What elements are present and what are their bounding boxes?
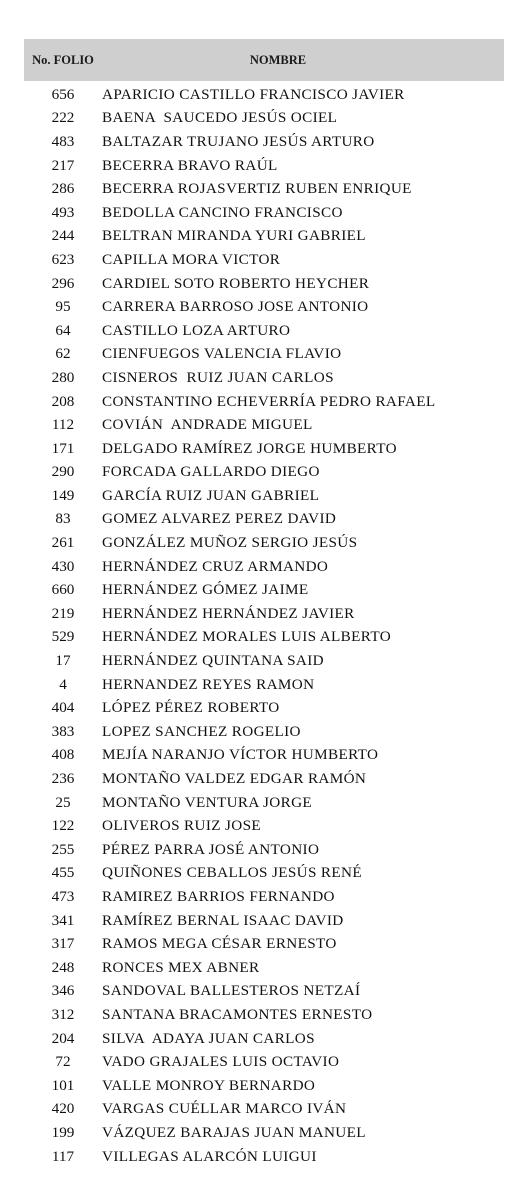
table-row: [24, 461, 504, 485]
folio-number: 656: [51, 85, 75, 103]
table-row: [24, 130, 504, 154]
table-row: [24, 508, 504, 532]
person-name: HERNÁNDEZ HERNÁNDEZ JAVIER: [102, 604, 355, 622]
person-name: DELGADO RAMÍREZ JORGE HUMBERTO: [102, 439, 397, 457]
folio-number: 72: [55, 1053, 71, 1071]
folio-number: 261: [51, 534, 75, 552]
person-name: HERNANDEZ REYES RAMON: [102, 675, 315, 693]
person-name: BECERRA BRAVO RAÚL: [102, 156, 278, 174]
folio-number: 473: [51, 887, 75, 905]
folio-number: 236: [51, 770, 75, 788]
folio-number: 222: [51, 109, 75, 127]
folio-number: 217: [51, 156, 75, 174]
person-name: GOMEZ ALVAREZ PEREZ DAVID: [102, 510, 337, 528]
person-name: HERNÁNDEZ GÓMEZ JAIME: [102, 581, 309, 599]
person-name: RAMÍREZ BERNAL ISAAC DAVID: [102, 911, 344, 929]
table-row: [24, 225, 504, 249]
person-name: RAMIREZ BARRIOS FERNANDO: [102, 887, 335, 905]
folio-number: 660: [51, 581, 75, 599]
table-header: [24, 39, 504, 81]
table-row: [24, 319, 504, 343]
folio-number: 430: [51, 557, 75, 575]
folio-number: 204: [51, 1029, 75, 1047]
person-name: BAENA SAUCEDO JESÚS OCIEL: [102, 109, 338, 127]
table-row: [24, 1098, 504, 1122]
table-row: [24, 1121, 504, 1145]
table-row: [24, 980, 504, 1004]
table-row: [24, 201, 504, 225]
person-name: SANDOVAL BALLESTEROS NETZAÍ: [102, 982, 361, 1000]
person-name: HERNÁNDEZ CRUZ ARMANDO: [102, 557, 329, 575]
table-row: [24, 413, 504, 437]
folio-number: 64: [55, 321, 71, 339]
person-name: SANTANA BRACAMONTES ERNESTO: [102, 1005, 373, 1023]
table-row: [24, 366, 504, 390]
table-row: [24, 1145, 504, 1169]
folio-number: 317: [51, 935, 75, 953]
table-row: [24, 272, 504, 296]
folio-table: [24, 39, 504, 1168]
folio-number: 623: [51, 250, 75, 268]
person-name: MONTAÑO VALDEZ EDGAR RAMÓN: [102, 770, 367, 788]
person-name: BALTAZAR TRUJANO JESÚS ARTURO: [102, 132, 375, 150]
folio-number: 529: [51, 628, 75, 646]
table-row: [24, 437, 504, 461]
table-row: [24, 107, 504, 131]
folio-number: 149: [51, 486, 75, 504]
person-name: COVIÁN ANDRADE MIGUEL: [102, 416, 313, 434]
folio-number: 483: [51, 132, 75, 150]
person-name: BECERRA ROJASVERTIZ RUBEN ENRIQUE: [102, 180, 412, 198]
folio-number: 255: [51, 840, 75, 858]
table-row: [24, 720, 504, 744]
person-name: RONCES MEX ABNER: [102, 958, 260, 976]
table-row: [24, 767, 504, 791]
table-row: [24, 1027, 504, 1051]
person-name: CASTILLO LOZA ARTURO: [102, 321, 291, 339]
person-name: LÓPEZ PÉREZ ROBERTO: [102, 699, 280, 717]
table-row: [24, 862, 504, 886]
table-row: [24, 791, 504, 815]
table-row: [24, 1003, 504, 1027]
table-row: [24, 932, 504, 956]
column-header-folio: No. FOLIO: [32, 52, 94, 67]
table-row: [24, 909, 504, 933]
table-row: [24, 484, 504, 508]
folio-number: 248: [51, 958, 75, 976]
person-name: CONSTANTINO ECHEVERRÍA PEDRO RAFAEL: [102, 392, 436, 410]
folio-number: 171: [51, 439, 75, 457]
table-row: [24, 673, 504, 697]
folio-number: 95: [55, 298, 71, 316]
person-name: BEDOLLA CANCINO FRANCISCO: [102, 203, 343, 221]
folio-number: 117: [51, 1147, 75, 1165]
column-header-name: NOMBRE: [249, 52, 307, 67]
folio-number: 101: [51, 1076, 75, 1094]
folio-number: 62: [55, 345, 71, 363]
table-row: [24, 531, 504, 555]
person-name: VADO GRAJALES LUIS OCTAVIO: [102, 1053, 340, 1071]
folio-number: 383: [51, 722, 75, 740]
person-name: CARDIEL SOTO ROBERTO HEYCHER: [102, 274, 370, 292]
person-name: RAMOS MEGA CÉSAR ERNESTO: [102, 935, 337, 953]
person-name: GARCÍA RUIZ JUAN GABRIEL: [102, 486, 320, 504]
person-name: HERNÁNDEZ MORALES LUIS ALBERTO: [102, 628, 392, 646]
person-name: MONTAÑO VENTURA JORGE: [102, 793, 313, 811]
folio-number: 112: [51, 416, 75, 434]
table-row: [24, 744, 504, 768]
table-row: [24, 390, 504, 414]
person-name: VILLEGAS ALARCÓN LUIGUI: [102, 1147, 317, 1165]
folio-number: 455: [51, 864, 75, 882]
person-name: LOPEZ SANCHEZ ROGELIO: [102, 722, 301, 740]
folio-number: 312: [51, 1005, 75, 1023]
folio-number: 420: [51, 1100, 75, 1118]
table-row: [24, 154, 504, 178]
person-name: VÁZQUEZ BARAJAS JUAN MANUEL: [102, 1123, 366, 1141]
person-name: GONZÁLEZ MUÑOZ SERGIO JESÚS: [102, 534, 358, 552]
folio-number: 219: [51, 604, 75, 622]
table-row: [24, 885, 504, 909]
folio-number: 296: [51, 274, 75, 292]
person-name: PÉREZ PARRA JOSÉ ANTONIO: [102, 840, 320, 858]
table-row: [24, 1074, 504, 1098]
folio-number: 17: [55, 652, 71, 670]
table-row: [24, 956, 504, 980]
person-name: APARICIO CASTILLO FRANCISCO JAVIER: [102, 85, 405, 103]
table-row: [24, 838, 504, 862]
folio-number: 4: [59, 675, 67, 693]
person-name: CISNEROS RUIZ JUAN CARLOS: [102, 368, 334, 386]
folio-number: 290: [51, 463, 75, 481]
folio-number: 408: [51, 746, 75, 764]
folio-number: 244: [51, 227, 75, 245]
table-row: [24, 295, 504, 319]
table-row: [24, 343, 504, 367]
folio-number: 280: [51, 368, 75, 386]
table-row: [24, 578, 504, 602]
folio-number: 346: [51, 982, 75, 1000]
folio-number: 493: [51, 203, 75, 221]
person-name: FORCADA GALLARDO DIEGO: [102, 463, 320, 481]
table-row: [24, 1050, 504, 1074]
folio-number: 341: [51, 911, 75, 929]
person-name: CIENFUEGOS VALENCIA FLAVIO: [102, 345, 342, 363]
person-name: OLIVEROS RUIZ JOSE: [102, 817, 262, 835]
person-name: SILVA ADAYA JUAN CARLOS: [102, 1029, 315, 1047]
person-name: CARRERA BARROSO JOSE ANTONIO: [102, 298, 369, 316]
table-row: [24, 177, 504, 201]
table-row: [24, 602, 504, 626]
table-row: [24, 696, 504, 720]
table-row: [24, 83, 504, 107]
table-row: [24, 814, 504, 838]
folio-number: 208: [51, 392, 75, 410]
table-row: [24, 626, 504, 650]
person-name: VALLE MONROY BERNARDO: [102, 1076, 316, 1094]
table-row: [24, 555, 504, 579]
folio-number: 404: [51, 699, 75, 717]
folio-number: 83: [55, 510, 71, 528]
folio-number: 25: [55, 793, 71, 811]
table-row: [24, 248, 504, 272]
table-row: [24, 649, 504, 673]
folio-number: 122: [51, 817, 75, 835]
person-name: VARGAS CUÉLLAR MARCO IVÁN: [102, 1100, 347, 1118]
person-name: CAPILLA MORA VICTOR: [102, 250, 281, 268]
person-name: QUIÑONES CEBALLOS JESÚS RENÉ: [102, 864, 362, 882]
folio-number: 199: [51, 1123, 75, 1141]
folio-number: 286: [51, 180, 75, 198]
person-name: HERNÁNDEZ QUINTANA SAID: [102, 652, 324, 670]
person-name: BELTRAN MIRANDA YURI GABRIEL: [102, 227, 366, 245]
person-name: MEJÍA NARANJO VÍCTOR HUMBERTO: [102, 746, 379, 764]
table-body: [24, 83, 504, 1168]
